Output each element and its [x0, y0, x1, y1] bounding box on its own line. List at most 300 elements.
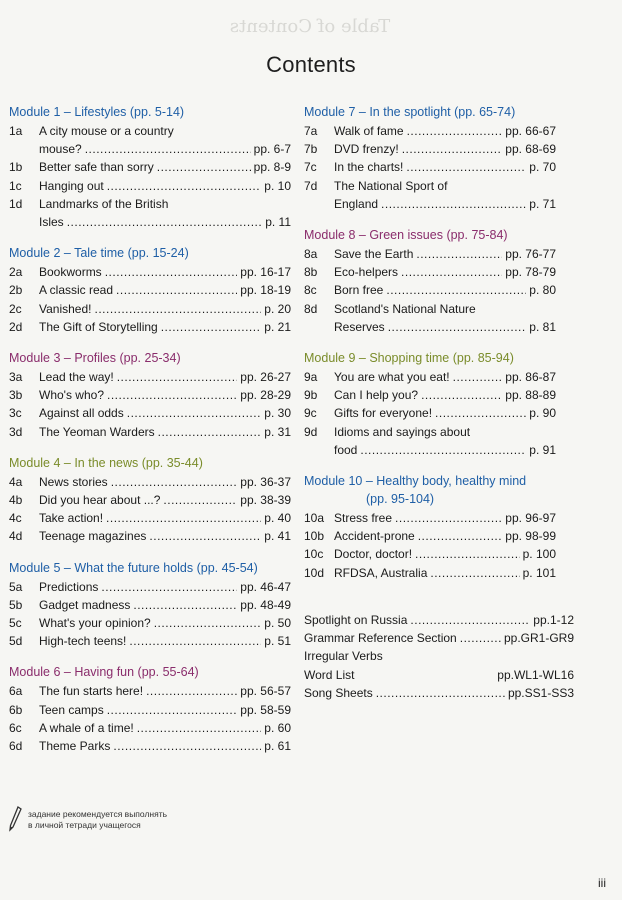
lesson-entry	[304, 368, 556, 386]
lesson-title-line: A whale of a time!	[39, 720, 134, 735]
lesson-number: 9d	[304, 424, 318, 439]
lesson-page: pp. 78-79	[505, 265, 556, 280]
lesson-title-line: News stories	[39, 474, 108, 489]
lesson-page: p. 10	[264, 178, 291, 193]
dot-leader	[111, 473, 238, 491]
lesson-title-row	[39, 177, 291, 195]
lesson-body	[334, 368, 556, 386]
lesson-title-line: You are what you eat!	[334, 370, 450, 385]
dot-leader	[106, 509, 261, 527]
lesson-title-row	[334, 263, 556, 281]
module-title: Module 9 – Shopping time (pp. 85-94)	[304, 351, 514, 366]
lesson-title-row	[39, 281, 291, 299]
appendix-title: Word List	[304, 667, 355, 682]
lesson-number: 7a	[304, 124, 318, 138]
dot-leader	[149, 527, 261, 545]
lesson-number: 7d	[304, 178, 318, 193]
dot-leader	[406, 158, 526, 176]
appendix-page: pp.GR1-GR9	[503, 631, 574, 646]
dot-leader	[386, 281, 526, 299]
dot-leader	[94, 300, 261, 318]
dot-leader	[133, 596, 237, 614]
module-section	[9, 103, 291, 231]
dot-leader	[107, 177, 262, 195]
lesson-title-line: Who's who?	[39, 388, 104, 403]
lesson-number: 8c	[304, 283, 317, 298]
dot-leader	[154, 614, 262, 632]
lesson-body	[39, 719, 291, 737]
dot-leader	[129, 632, 261, 650]
module-section	[9, 454, 291, 546]
lesson-title-line: DVD frenzy!	[334, 142, 399, 157]
lesson-title-row	[39, 737, 291, 755]
lesson-number: 9c	[304, 406, 317, 421]
lesson-body	[39, 578, 291, 596]
dot-leader	[407, 122, 503, 140]
lesson-number: 10a	[304, 511, 325, 526]
lesson-body	[39, 596, 291, 614]
lesson-body	[39, 158, 291, 176]
lesson-title-line: The National Sport of	[334, 178, 448, 193]
lesson-page: pp. 96-97	[505, 511, 556, 526]
lesson-page: pp. 56-57	[240, 684, 291, 699]
lesson-body	[334, 245, 556, 263]
lesson-title-line: Scotland's National Nature	[334, 301, 476, 316]
appendix-page: pp.WL1-WL16	[497, 667, 574, 682]
lesson-title-row	[39, 527, 291, 545]
module-heading	[9, 103, 291, 121]
lesson-number: 6d	[9, 739, 23, 754]
lesson-title-line: Teenage magazines	[39, 529, 147, 544]
lesson-title-row	[39, 140, 291, 158]
lesson-number: 1b	[9, 160, 23, 175]
lesson-body	[334, 122, 556, 140]
page-number: iii	[598, 876, 606, 890]
lesson-entry	[304, 158, 556, 176]
lesson-title-line: Predictions	[39, 579, 99, 594]
lesson-entry	[9, 614, 291, 632]
lesson-number: 8a	[304, 247, 318, 262]
appendix-page: pp.1-12	[533, 613, 574, 627]
dot-leader	[137, 719, 262, 737]
lesson-title-line: Hanging out	[39, 178, 104, 193]
appendix-title: Grammar Reference Section	[304, 631, 457, 646]
lesson-title-row	[334, 122, 556, 140]
lesson-title-row	[334, 509, 556, 527]
lesson-page: pp. 16-17	[240, 265, 291, 280]
lesson-number: 4c	[9, 511, 22, 526]
lesson-entry	[9, 263, 291, 281]
lesson-entry	[304, 122, 556, 140]
dot-leader	[161, 318, 262, 336]
appendix-entry	[304, 647, 574, 665]
pencil-icon	[8, 806, 22, 832]
lesson-title-row	[334, 404, 556, 422]
lesson-number: 3d	[9, 424, 23, 439]
dot-leader	[360, 441, 526, 459]
dot-leader	[85, 140, 251, 158]
lesson-entry	[9, 737, 291, 755]
lesson-title-line: Born free	[334, 283, 384, 298]
lesson-number: 6c	[9, 720, 22, 735]
lesson-body	[39, 737, 291, 755]
lesson-entry	[9, 596, 291, 614]
lesson-title-line: Idioms and sayings about	[334, 424, 471, 439]
lesson-page: p. 71	[529, 196, 556, 211]
module-heading	[9, 244, 291, 262]
lesson-page: p. 20	[264, 301, 291, 316]
lesson-entry	[304, 545, 556, 563]
appendix-title: Spotlight on Russia	[304, 613, 408, 627]
appendix-entry	[304, 666, 574, 684]
module-section	[9, 663, 291, 755]
left-column	[9, 103, 291, 768]
lesson-body	[39, 527, 291, 545]
lesson-title-row	[39, 614, 291, 632]
lesson-title-row	[39, 682, 291, 700]
module-title: Module 8 – Green issues (pp. 75-84)	[304, 228, 508, 243]
lesson-number: 4d	[9, 529, 23, 544]
dot-leader	[435, 404, 526, 422]
dot-leader	[101, 578, 237, 596]
lesson-title-line: Isles	[39, 215, 64, 230]
lesson-entry	[304, 564, 556, 582]
lesson-body	[39, 682, 291, 700]
appendix-entry	[304, 629, 574, 647]
lesson-title-line: Reserves	[334, 319, 385, 334]
lesson-title-row	[39, 423, 291, 441]
lesson-page: pp. 98-99	[505, 529, 556, 544]
lesson-number: 9b	[304, 388, 318, 403]
lesson-body	[334, 177, 556, 213]
lesson-number: 7c	[304, 160, 317, 175]
lesson-title-row	[334, 386, 556, 404]
lesson-page: p. 80	[529, 283, 556, 298]
lesson-title-line: What's your opinion?	[39, 616, 151, 631]
lesson-body	[39, 509, 291, 527]
lesson-entry	[304, 423, 556, 459]
lesson-page: pp. 68-69	[505, 142, 556, 157]
lesson-page: p. 41	[264, 529, 291, 544]
lesson-entry	[9, 632, 291, 650]
lesson-number: 5d	[9, 634, 23, 649]
dot-leader	[116, 281, 237, 299]
lesson-number: 3a	[9, 370, 23, 385]
lesson-title-row	[39, 473, 291, 491]
lesson-entry	[9, 491, 291, 509]
dot-leader	[453, 368, 503, 386]
lesson-entry	[304, 300, 556, 336]
lesson-entry	[9, 509, 291, 527]
lesson-entry	[304, 509, 556, 527]
module-heading	[304, 349, 556, 367]
module-heading	[9, 663, 291, 681]
module-section	[9, 559, 291, 651]
lesson-title-row	[39, 596, 291, 614]
lesson-body	[39, 632, 291, 650]
lesson-title-row	[39, 701, 291, 719]
note-line: задание рекомендуется выполнять	[28, 809, 168, 819]
lesson-entry	[9, 701, 291, 719]
dot-leader	[376, 684, 505, 702]
dot-leader	[395, 509, 502, 527]
lesson-title-row	[334, 158, 556, 176]
lesson-body	[39, 473, 291, 491]
dot-leader	[416, 245, 502, 263]
module-heading	[304, 226, 556, 244]
lesson-body	[39, 263, 291, 281]
lesson-title-line: Take action!	[39, 511, 104, 526]
lesson-body	[39, 281, 291, 299]
lesson-page: pp. 38-39	[240, 493, 291, 508]
lesson-page: p. 101	[522, 565, 556, 580]
page-title: Contents	[266, 52, 356, 77]
module-heading	[9, 349, 291, 367]
lesson-title-row	[39, 300, 291, 318]
lesson-number: 8d	[304, 301, 318, 316]
lesson-title-row	[39, 263, 291, 281]
lesson-title-line: Landmarks of the British	[39, 196, 169, 211]
appendix-entry	[304, 684, 574, 702]
dot-leader	[146, 682, 237, 700]
module-heading	[9, 559, 291, 577]
lesson-title-row	[39, 491, 291, 509]
lesson-page: p. 81	[529, 319, 556, 334]
lesson-page: pp. 26-27	[240, 370, 291, 385]
module-section	[304, 103, 556, 213]
lesson-entry	[9, 368, 291, 386]
lesson-title-line: The Yeoman Warders	[39, 424, 155, 439]
lesson-number: 2a	[9, 265, 23, 280]
lesson-title-line: A classic read	[39, 283, 114, 298]
lesson-body	[334, 404, 556, 422]
dot-leader	[418, 527, 503, 545]
module-section	[304, 349, 556, 459]
lesson-title-row	[39, 386, 291, 404]
lesson-entry	[9, 281, 291, 299]
lesson-entry	[9, 404, 291, 422]
lesson-body	[334, 140, 556, 158]
lesson-title-line: Gadget madness	[39, 597, 131, 612]
ghost-title: Table of Contents	[229, 16, 391, 37]
lesson-title-line: The Gift of Storytelling	[39, 319, 158, 334]
lesson-title-row	[39, 368, 291, 386]
lesson-page: p. 100	[522, 547, 556, 562]
lesson-title-line: High-tech teens!	[39, 634, 127, 649]
lesson-page: p. 21	[264, 319, 291, 334]
lesson-page: pp. 6-7	[253, 142, 291, 157]
lesson-title-line: Did you hear about ...?	[39, 493, 161, 508]
appendix-title: Irregular Verbs	[304, 649, 383, 664]
module-title: Module 3 – Profiles (pp. 25-34)	[9, 351, 181, 366]
lesson-title-line: Doctor, doctor!	[334, 547, 413, 562]
lesson-title-row	[334, 318, 556, 336]
module-title: Module 7 – In the spotlight (pp. 65-74)	[304, 105, 516, 119]
module-title: Module 4 – In the news (pp. 35-44)	[9, 455, 203, 470]
module-section	[9, 244, 291, 336]
dot-leader	[113, 737, 261, 755]
lesson-page: p. 90	[529, 406, 556, 421]
lesson-entry	[9, 158, 291, 176]
dot-leader	[460, 629, 501, 647]
lesson-title-line: Save the Earth	[334, 247, 414, 262]
lesson-title-row	[39, 578, 291, 596]
lesson-page: p. 91	[529, 442, 556, 457]
lesson-number: 7b	[304, 142, 318, 157]
lesson-entry	[9, 719, 291, 737]
lesson-title-row	[39, 158, 291, 176]
notebook-note	[28, 809, 228, 831]
module-heading	[304, 472, 556, 508]
lesson-number: 2c	[9, 301, 22, 316]
lesson-body	[39, 386, 291, 404]
lesson-page: p. 61	[264, 739, 291, 754]
lesson-page: pp. 18-19	[240, 283, 291, 298]
module-heading	[9, 454, 291, 472]
lesson-title-line: Better safe than sorry	[39, 160, 154, 175]
lesson-page: pp. 28-29	[240, 388, 291, 403]
lesson-body	[39, 195, 291, 231]
lesson-title-row	[39, 719, 291, 737]
lesson-number: 5a	[9, 579, 23, 594]
lesson-entry	[304, 281, 556, 299]
lesson-title-line: Gifts for everyone!	[334, 406, 433, 421]
dot-leader	[107, 701, 238, 719]
lesson-title-row	[334, 245, 556, 263]
lesson-title-row	[334, 527, 556, 545]
dot-leader	[430, 564, 519, 582]
lesson-entry	[9, 682, 291, 700]
lesson-page: pp. 76-77	[505, 247, 556, 262]
module-title: Module 1 – Lifestyles (pp. 5-14)	[9, 105, 185, 119]
lesson-body	[334, 300, 556, 336]
lesson-title-row	[334, 564, 556, 582]
lesson-title-line: Theme Parks	[39, 739, 111, 754]
lesson-title-line: A city mouse or a country	[39, 124, 174, 138]
lesson-title-row	[39, 318, 291, 336]
extras-list	[304, 611, 574, 702]
lesson-number: 8b	[304, 265, 318, 280]
lesson-body	[39, 614, 291, 632]
lesson-number: 9a	[304, 370, 318, 385]
lesson-body	[334, 527, 556, 545]
lesson-number: 1c	[9, 178, 22, 193]
lesson-title-line: RFDSA, Australia	[334, 565, 428, 580]
lesson-number: 6b	[9, 702, 23, 717]
module-title: Module 10 – Healthy body, healthy mind	[304, 474, 527, 489]
lesson-number: 5c	[9, 616, 22, 631]
lesson-number: 10c	[304, 547, 324, 562]
lesson-page: p. 30	[264, 406, 291, 421]
lesson-entry	[9, 122, 291, 158]
lesson-page: p. 40	[264, 511, 291, 526]
lesson-title-row	[334, 195, 556, 213]
dot-leader	[117, 368, 238, 386]
lesson-page: p. 70	[529, 160, 556, 175]
lesson-body	[334, 281, 556, 299]
lesson-entry	[304, 177, 556, 213]
dot-leader	[158, 423, 262, 441]
lesson-entry	[9, 527, 291, 545]
lesson-page: pp. 58-59	[240, 702, 291, 717]
module-title: Module 2 – Tale time (pp. 15-24)	[9, 246, 189, 261]
lesson-title-line: Accident-prone	[334, 529, 415, 544]
dot-leader	[402, 140, 503, 158]
lesson-page: p. 31	[264, 424, 291, 439]
lesson-entry	[304, 404, 556, 422]
lesson-number: 4a	[9, 474, 23, 489]
lesson-entry	[9, 195, 291, 231]
lesson-title-line: Can I help you?	[334, 388, 419, 403]
lesson-body	[39, 404, 291, 422]
lesson-number: 6a	[9, 684, 23, 699]
lesson-number: 10d	[304, 565, 325, 580]
lesson-body	[39, 423, 291, 441]
lesson-page: p. 11	[265, 215, 291, 230]
lesson-title-row	[39, 213, 291, 231]
lesson-title-line: food	[334, 442, 358, 457]
lesson-title-line: Vanished!	[39, 301, 92, 316]
module-section	[304, 226, 556, 336]
lesson-page: pp. 88-89	[505, 388, 556, 403]
lesson-title-row	[39, 404, 291, 422]
dot-leader	[67, 213, 263, 231]
right-column	[304, 103, 556, 595]
lesson-body	[39, 177, 291, 195]
lesson-entry	[9, 300, 291, 318]
dot-leader	[415, 545, 520, 563]
lesson-body	[334, 564, 556, 582]
lesson-title-line: Eco-helpers	[334, 265, 399, 280]
dot-leader	[105, 263, 238, 281]
lesson-entry	[9, 386, 291, 404]
dot-leader	[410, 611, 530, 629]
lesson-title-line: Against all odds	[39, 406, 124, 421]
lesson-number: 2b	[9, 283, 23, 298]
lesson-title-row	[334, 281, 556, 299]
lesson-page: p. 60	[264, 720, 291, 735]
dot-leader	[163, 491, 237, 509]
dot-leader	[157, 158, 251, 176]
lesson-body	[334, 158, 556, 176]
lesson-title-line: Stress free	[334, 511, 393, 526]
lesson-body	[334, 386, 556, 404]
lesson-body	[39, 368, 291, 386]
dot-leader	[127, 404, 262, 422]
lesson-body	[39, 300, 291, 318]
module-title: Module 6 – Having fun (pp. 55-64)	[9, 665, 199, 680]
lesson-entry	[9, 578, 291, 596]
lesson-page: p. 51	[264, 634, 291, 649]
lesson-entry	[304, 140, 556, 158]
dot-leader	[401, 263, 502, 281]
module-title-range: (pp. 95-104)	[366, 492, 435, 507]
lesson-number: 1d	[9, 196, 23, 211]
lesson-body	[334, 423, 556, 459]
lesson-title-row	[334, 545, 556, 563]
lesson-number: 3c	[9, 406, 22, 421]
lesson-page: pp. 36-37	[240, 474, 291, 489]
lesson-page: pp. 66-67	[505, 124, 556, 138]
lesson-title-row	[334, 368, 556, 386]
lesson-title-row	[334, 140, 556, 158]
dot-leader	[421, 386, 502, 404]
lesson-page: pp. 86-87	[505, 370, 556, 385]
lesson-entry	[304, 263, 556, 281]
lesson-title-line: The fun starts here!	[39, 684, 144, 699]
appendix-title: Song Sheets	[304, 685, 373, 700]
lesson-title-row	[39, 632, 291, 650]
